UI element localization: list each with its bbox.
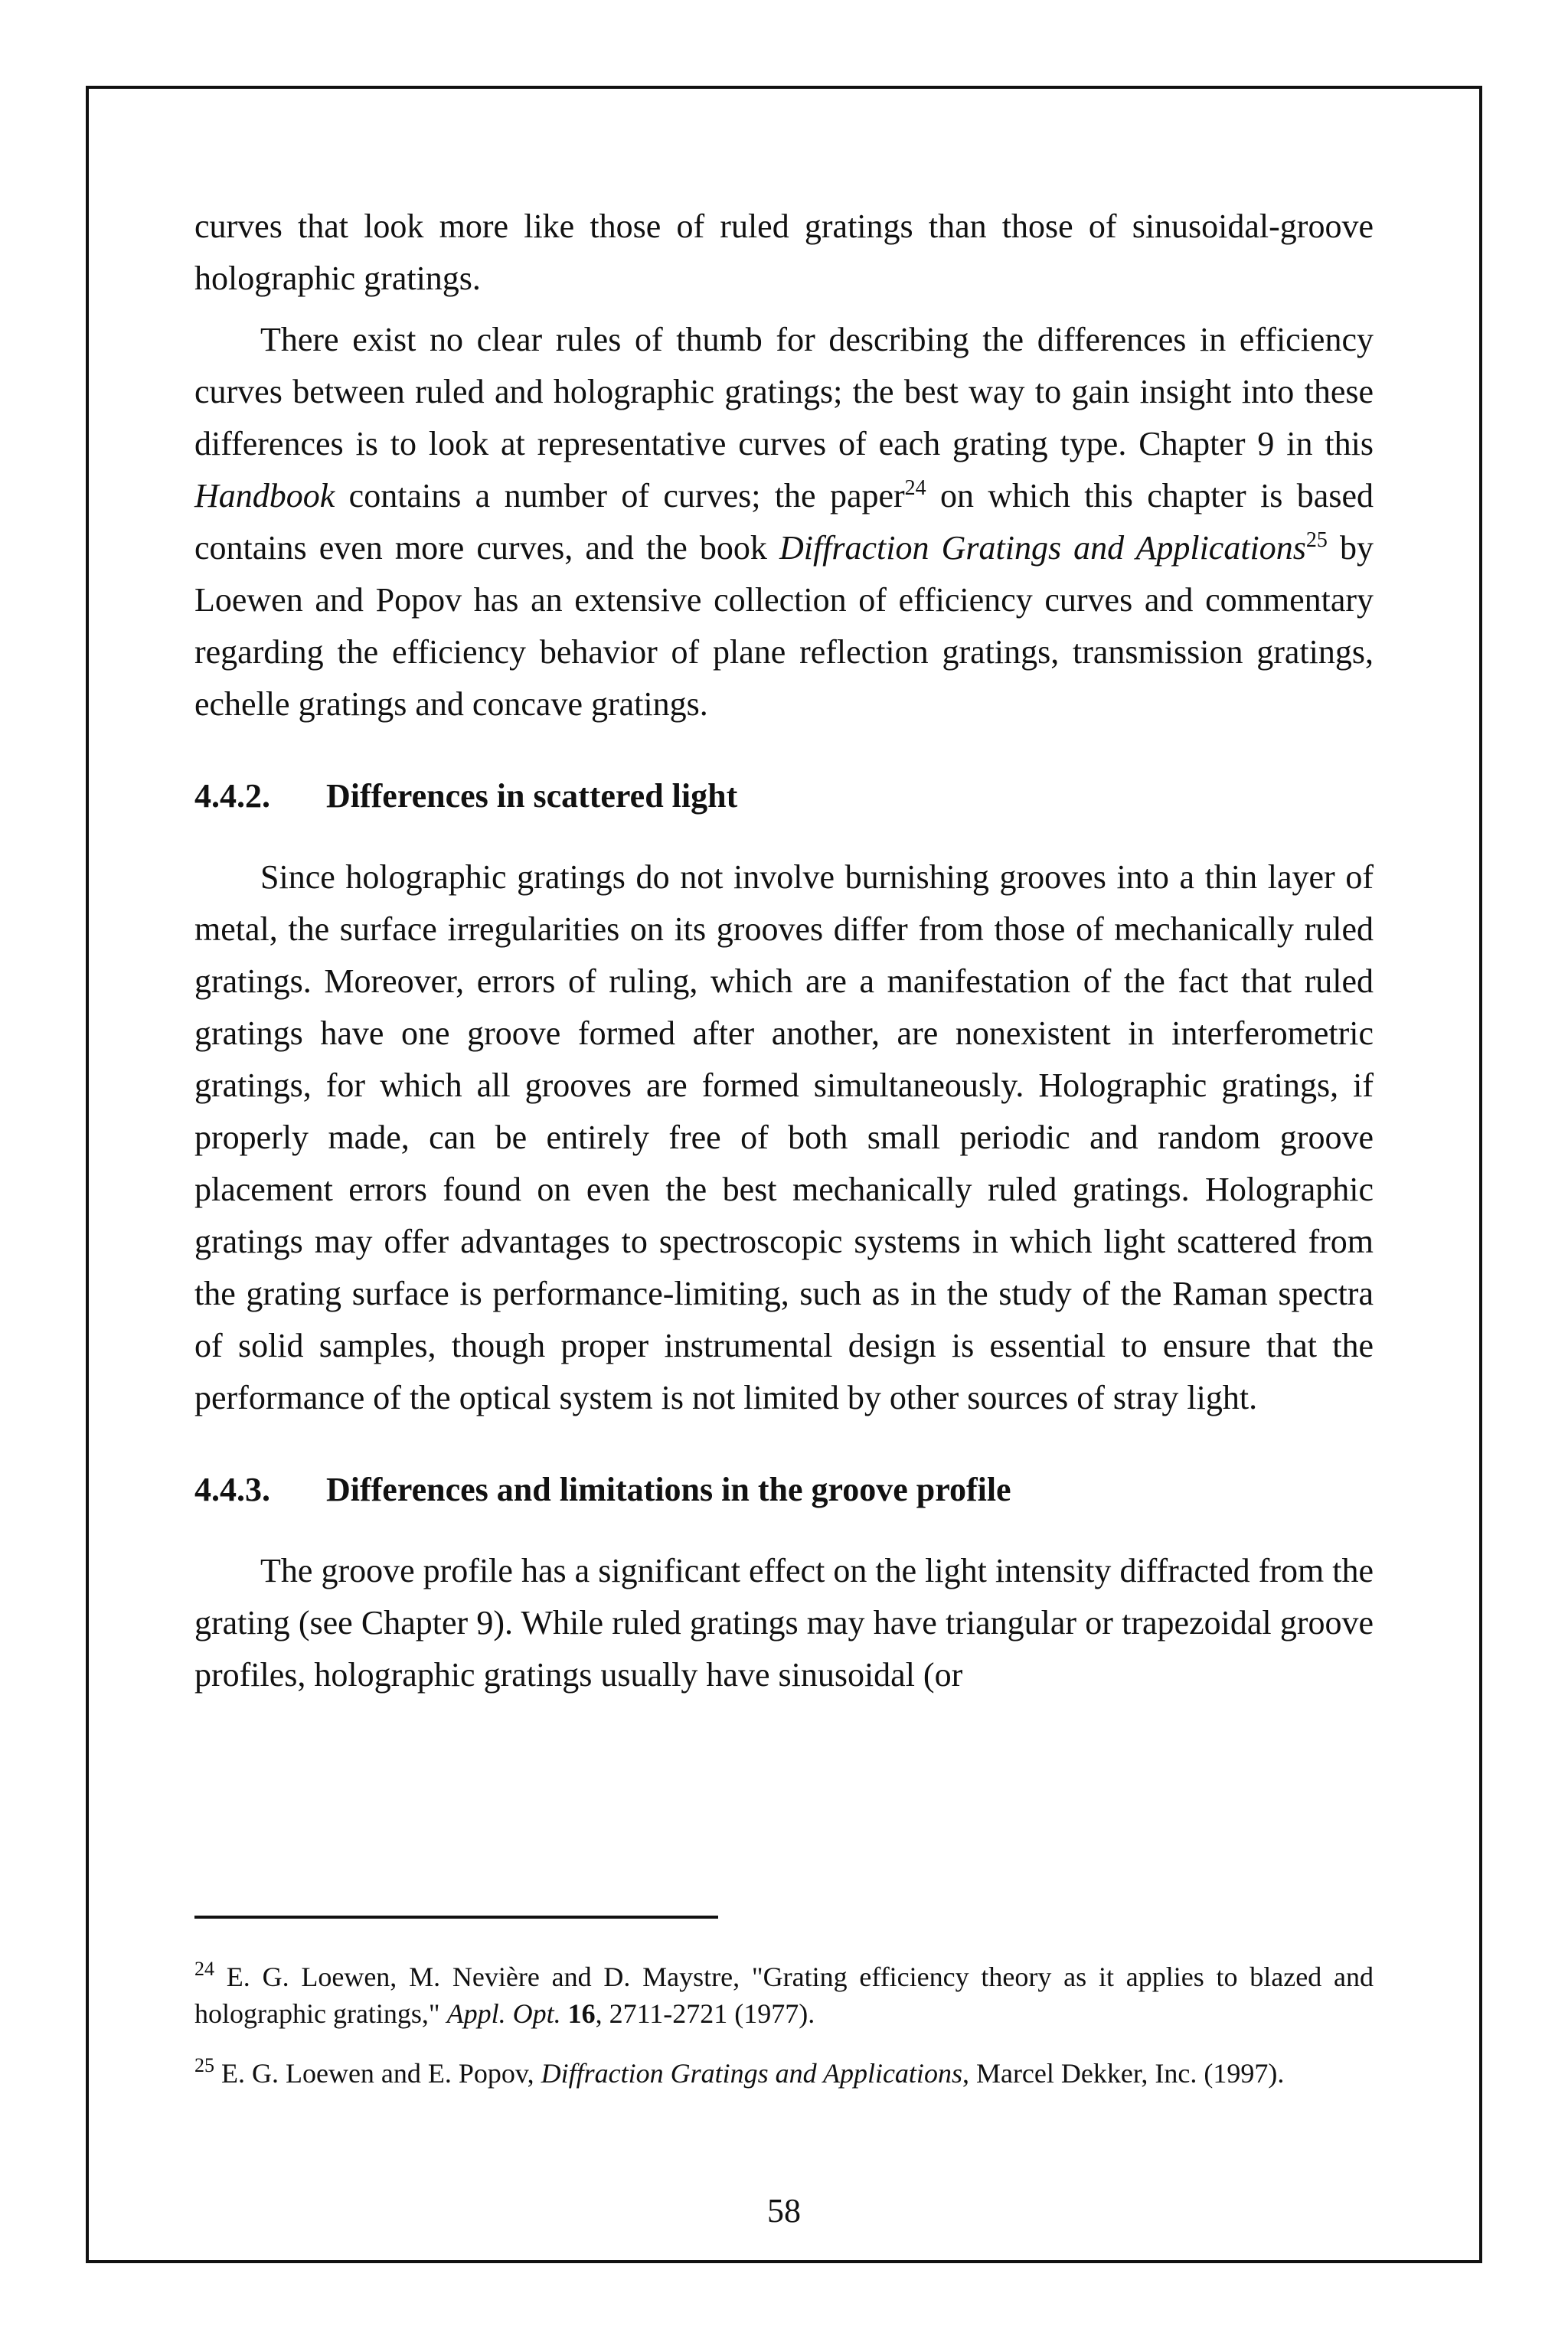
footnote-ref-24[interactable]: 24: [904, 476, 926, 500]
footnote-separator: [194, 1916, 718, 1919]
footnote-text: E. G. Loewen and E. Popov,: [221, 2058, 541, 2089]
journal-volume: 16: [567, 1998, 596, 2029]
section-heading-4-4-2: [194, 770, 1374, 822]
paragraph-text: by Loewen and Popov has an extensive collection of efficiency curves and commentary regarding the efficiency behavior of plane reflection gratings, transmission gratings, echelle gratings and concave gratings.: [194, 529, 1374, 723]
paragraph-text: contains a number of curves; the paper: [335, 477, 905, 514]
footnote-space: [561, 1998, 568, 2029]
main-text: [194, 201, 1374, 1701]
paragraph-efficiency-curves: [194, 314, 1374, 730]
page-number: 58: [767, 2192, 801, 2230]
section-title: Differences and limitations in the groove profile: [326, 1471, 1011, 1508]
paragraph-continued: [194, 201, 1374, 305]
footnote-text: , Marcel Dekker, Inc. (1997).: [962, 2058, 1285, 2089]
footnote-marker: 24: [194, 1958, 214, 1980]
section-title: Differences in scattered light: [326, 777, 738, 815]
paragraph-text: Since holographic gratings do not involve burnishing grooves into a thin layer of metal, the surface irregularities on its grooves differ from those of mechanically ruled gratings. Moreover, errors of ruling, which are a manifestation of the fact that ruled gratings have one groove formed after another, are nonexistent in interferometric gratings, for which all grooves are formed simultaneously. Holographic gratings, if properly made, can be entirely free of both small periodic and random groove placement errors found on even the best mechanically ruled gratings. Holographic gratings may offer advantages to spectroscopic systems in which light scattered from the grating surface is performance-limiting, such as in the study of the Raman spectra of solid samples, though proper instrumental design is essential to ensure that the performance of the optical system is not limited by other sources of stray light.: [194, 858, 1374, 1416]
paragraph-scattered-light: [194, 851, 1374, 1424]
section-heading-4-4-3: [194, 1464, 1374, 1516]
journal-name: Appl. Opt.: [446, 1998, 561, 2029]
footnote-marker: 25: [194, 2054, 214, 2076]
footnote-ref-25[interactable]: 25: [1305, 528, 1328, 552]
footnote-text: , 2711-2721 (1977).: [595, 1998, 815, 2029]
section-number: 4.4.2.: [194, 777, 270, 815]
paragraph-text: curves that look more like those of ruled gratings than those of sinusoidal-groove holographic gratings.: [194, 207, 1374, 297]
paragraph-text: There exist no clear rules of thumb for describing the differences in efficiency curves between ruled and holographic gratings; the best way to gain insight into these differences is to look at representative curves of each grating type. Chapter 9 in this: [194, 321, 1374, 462]
paragraph-text: on which this chapter is based contains even more curves, and the book: [194, 477, 1374, 567]
footnote-text: E. G. Loewen, M. Nevière and D. Maystre, "Grating efficiency theory as it applies to blazed and holographic gratings,": [194, 1962, 1374, 2029]
footnote-24: [194, 1958, 1374, 2032]
book-title: Diffraction Gratings and Applications: [779, 529, 1306, 567]
paragraph-text: The groove profile has a significant effect on the light intensity diffracted from the grating (see Chapter 9). While ruled gratings may have triangular or trapezoidal groove profiles, holographic gratings usually have sinusoidal (or: [194, 1552, 1374, 1694]
paragraph-groove-profile: [194, 1545, 1374, 1701]
handbook-title: Handbook: [194, 477, 335, 514]
section-number: 4.4.3.: [194, 1471, 270, 1508]
book-title: Diffraction Gratings and Applications: [541, 2058, 962, 2089]
footnote-25: [194, 2055, 1374, 2092]
